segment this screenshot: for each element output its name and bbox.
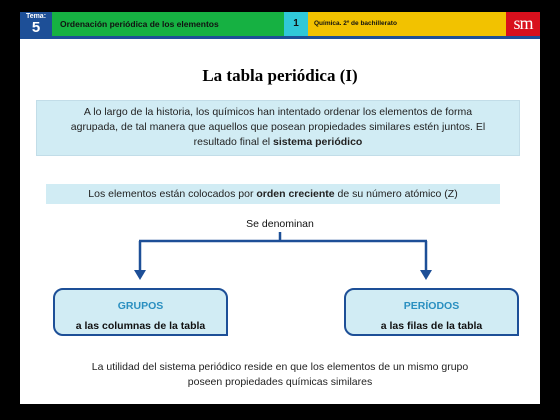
grupos-description: a las columnas de la tabla xyxy=(75,320,206,332)
order-prefix: Los elementos están colocados por xyxy=(88,188,257,200)
unit-number: 1 xyxy=(284,12,308,36)
arrowhead-right xyxy=(420,270,432,280)
subject-label: Química. 2º de bachillerato xyxy=(308,12,506,36)
periodos-label: PERÍODOS xyxy=(403,300,460,312)
tema-number: 5 xyxy=(31,19,41,36)
slide xyxy=(20,12,540,404)
topic-title: Ordenación periódica de los elementos xyxy=(52,12,284,36)
intro-line-3-prefix: resultado final el xyxy=(193,136,274,148)
intro-highlight: sistema periódico xyxy=(273,136,363,148)
page-title: La tabla periódica (I) xyxy=(202,66,358,85)
conclusion-text xyxy=(50,360,510,390)
grupos-box xyxy=(53,288,228,336)
periodos-box xyxy=(344,288,519,336)
arrowhead-left xyxy=(134,270,146,280)
intro-line-2: agrupada, de tal manera que aquellos que posean propiedades similares estén juntos. El xyxy=(70,121,486,133)
order-suffix: de su número atómico (Z) xyxy=(334,188,458,200)
order-highlight: orden creciente xyxy=(256,188,335,200)
intro-line-1: A lo largo de la historia, los químicos han intentado ordenar los elementos de forma xyxy=(83,106,473,118)
logo-text: sm xyxy=(513,13,533,33)
denominan-label: Se denominan xyxy=(246,218,314,230)
tema-label: Tema: xyxy=(25,13,47,20)
conclusion-line-2: poseen propiedades químicas similares xyxy=(187,376,373,388)
grupos-label: GRUPOS xyxy=(117,300,164,312)
periodos-description: a las filas de la tabla xyxy=(380,320,483,332)
connector-arrows xyxy=(20,12,540,404)
conclusion-line-1: La utilidad del sistema periódico reside en que los elementos de un mismo grupo xyxy=(91,361,469,373)
